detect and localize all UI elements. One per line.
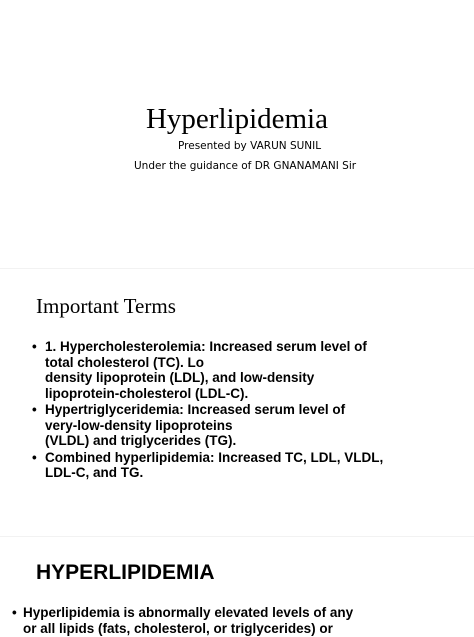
guidance-credit: Under the guidance of DR GNANAMANI Sir [134,160,357,172]
list-item-line: or all lipids (fats, cholesterol, or triglycerides) or [23,620,333,636]
bullet-icon: • [32,402,37,417]
list-item [32,450,452,481]
list-item-line: Hypertriglyceridemia: Increased serum level of [45,402,346,417]
bullet-icon: • [32,449,37,465]
list-item-line: Combined hyperlipidemia: Increased TC, LDL, VLDL, [45,449,384,465]
terms-list [32,339,452,482]
list-item [12,605,462,636]
important-terms-slide [0,268,474,533]
presenter-credit: Presented by VARUN SUNIL [178,140,322,152]
hyperlipidemia-heading: HYPERLIPIDEMIA [36,561,215,584]
list-item-line: 1. Hypercholesterolemia: Increased serum level of [45,339,367,354]
bullet-icon: • [32,339,37,354]
list-item-line: LDL-C, and TG. [45,465,144,480]
list-item [32,339,452,401]
hyperlipidemia-list [12,605,462,636]
bullet-icon: • [12,605,17,620]
list-item-line: total cholesterol (TC). Lo [45,354,205,370]
list-item-line: very-low-density lipoproteins [45,417,233,433]
list-item-line: (VLDL) and triglycerides (TG). [45,433,237,448]
list-item-line: Hyperlipidemia is abnormally elevated levels of any [23,605,354,620]
title-slide [0,0,474,264]
list-item-line: lipoprotein-cholesterol (LDL-C). [45,385,249,401]
list-item [32,402,452,449]
slide-title: Hyperlipidemia [145,103,328,135]
hyperlipidemia-slide [0,536,474,637]
list-item-line: density lipoprotein (LDL), and low-density [45,370,315,385]
terms-heading: Important Terms [36,294,176,318]
